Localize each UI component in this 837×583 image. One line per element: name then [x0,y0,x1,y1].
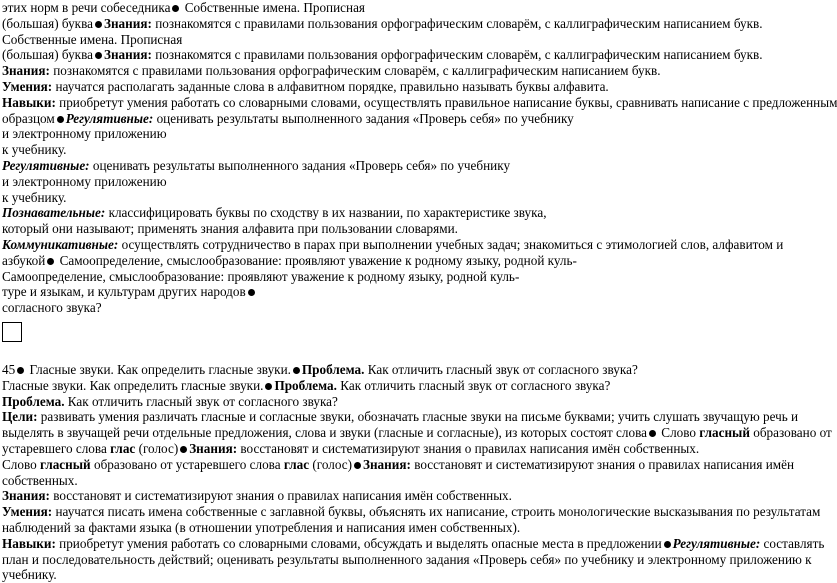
text-line: согласного звука? [2,300,102,316]
bullet-icon [248,289,255,296]
bullet-icon [57,116,64,123]
text-line: (большая) буква Знания: познакомятся с правилами пользования орфографическим словарём, с каллиграфическим написанием букв. [2,15,763,31]
text-line: 45 Гласные звуки. Как определить гласные звуки. Проблема. Как отличить гласный звук от согласного звука? [2,361,638,377]
text-line: собственных. [2,472,78,488]
text-line: к учебнику. [2,142,67,158]
bullet-icon [95,52,102,59]
text-line: Знания: познакомятся с правилами пользования орфографическим словарём, с каллиграфическим написанием букв. [2,63,661,79]
bullet-icon [17,367,24,374]
text-line: план и последовательность действий; оценивать результаты выполненного задания «Проверь себя» по учебнику и электронному приложению к [2,551,812,567]
text-line: Навыки: приобретут умения работать со словарными словами, обсуждать и выделять опасные места в предложении Регулятивные: составлять [2,535,825,551]
text-line: Самоопределение, смыслообразование: проявляют уважение к родному языку, родной куль- [2,268,520,284]
bullet-icon [293,367,300,374]
text-line: Гласные звуки. Как определить гласные звуки. Проблема. Как отличить гласный звук от согласного звука? [2,377,611,393]
text-line: учебнику. [2,567,57,583]
text-line: (большая) буква Знания: познакомятся с правилами пользования орфографическим словарём, с каллиграфическим написанием букв. [2,47,763,63]
text-line: выделять в звучащей речи отдельные предложения, слова и звуки (гласные и согласные), из которых состоят слова Слово гласный образовано от [2,425,832,441]
text-line: Познавательные: классифицировать буквы по сходству в их названии, по характеристике звука, [2,205,547,221]
bullet-icon [47,258,54,265]
text-line: Проблема. Как отличить гласный звук от согласного звука? [2,393,338,409]
text-line: наблюдений за фактами языка (в отношении употребления и написания имен собственных). [2,519,521,535]
text-line: Умения: научатся писать имена собственные с заглавной буквы, объяснять их написание, строить монологические высказывания по результатам [2,504,821,520]
text-line: Навыки: приобретут умения работать со словарными словами, осуществлять правильное написание буквы, сравнивать написание с предложенным [2,94,837,110]
text-line: Слово гласный образовано от устаревшего слова глас (голос) Знания: восстановят и систематизируют знания о правилах написания имён [2,456,795,472]
text-line: и электронному приложению [2,173,167,189]
text-line: и электронному приложению [2,126,167,142]
bullet-icon [649,430,656,437]
bullet-icon [265,383,272,390]
text-line: этих норм в речи собеседника Собственные имена. Прописная [2,0,365,15]
bullet-icon [664,541,671,548]
text-line: азбукой Самоопределение, смыслообразование: проявляют уважение к родному языку, родной куль- [2,252,577,268]
text-line: Знания: восстановят и систематизируют знания о правилах написания имён собственных. [2,488,512,504]
text-line: Коммуникативные: осуществлять сотрудничество в парах при выполнении учебных задач; знакомиться с этимологией слов, алфавитом и [2,236,784,252]
bullet-icon [354,462,361,469]
text-line: который они называют; применять знания алфавита при пользовании словарями. [2,221,458,237]
text-line: Умения: научатся располагать заданные слова в алфавитном порядке, правильно называть буквы алфавита. [2,78,609,94]
empty-checkbox-frame [2,322,22,342]
bullet-icon [95,21,102,28]
text-line: к учебнику. [2,189,67,205]
text-line: образцом Регулятивные: оценивать результаты выполненного задания «Проверь себя» по учебнику [2,110,574,126]
text-line: устаревшего слова глас (голос) Знания: восстановят и систематизируют знания о правилах написания имён собственных. [2,440,700,456]
text-line: туре и языкам, и культурам других народов [2,284,814,300]
text-line: Регулятивные: оценивать результаты выполненного задания «Проверь себя» по учебнику [2,157,511,173]
text-line: Цели: развивать умения различать гласные и согласные звуки, обозначать гласные звуки на письме буквами; учить слушать звучащую речь и [2,409,799,425]
bullet-icon [180,446,187,453]
bullet-icon [172,5,179,12]
text-line: Собственные имена. Прописная [2,31,183,47]
